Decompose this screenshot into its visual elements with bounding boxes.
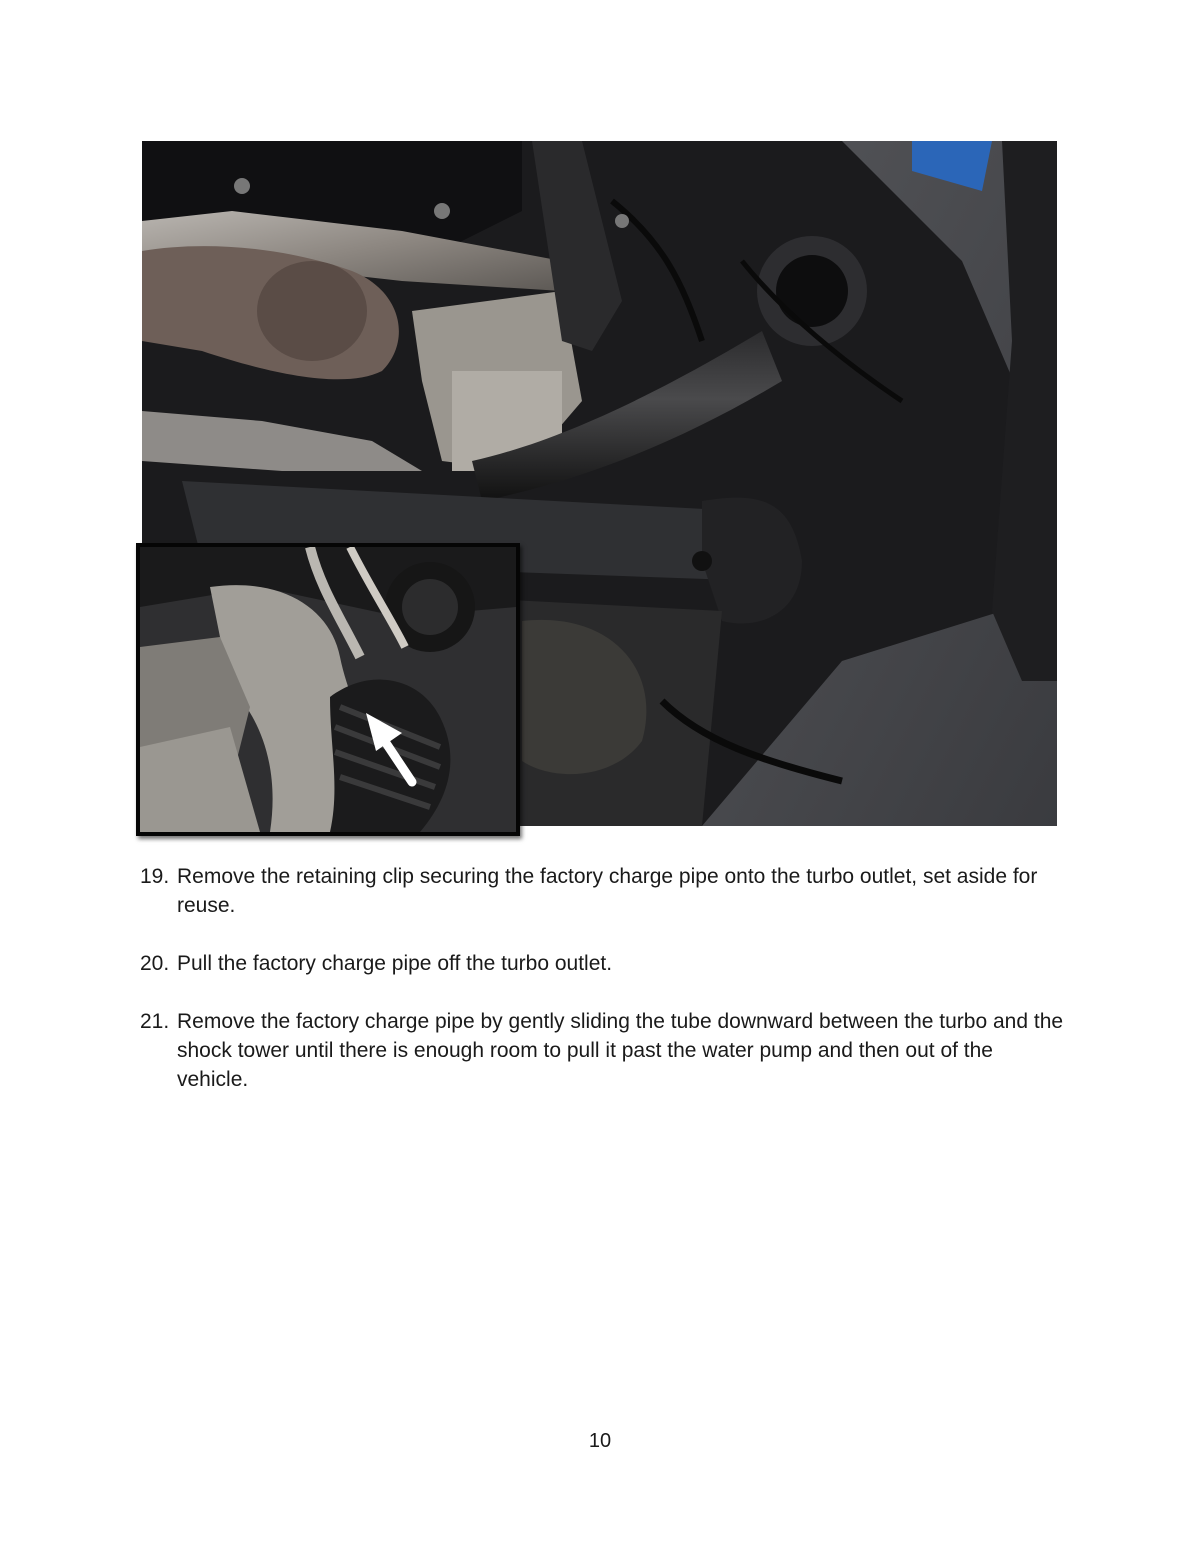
instruction-steps: [140, 862, 1070, 1123]
step-text: Remove the retaining clip securing the factory charge pipe onto the turbo outlet, set aside for reuse.: [177, 865, 1038, 917]
step-19: [140, 862, 1070, 920]
step-number: 19.: [140, 865, 170, 888]
turbo-outlet-closeup-photo: [136, 543, 520, 836]
step-20: [140, 949, 1070, 978]
step-21: [140, 1007, 1070, 1094]
step-number: 21.: [140, 1010, 170, 1033]
step-text: Remove the factory charge pipe by gently sliding the tube downward between the turbo and the shock tower until there is enough room to pull it past the water pump and then out of the vehicle.: [177, 1010, 1064, 1091]
step-number: 20.: [140, 952, 170, 975]
page-number: 10: [588, 1430, 612, 1452]
step-text: Pull the factory charge pipe off the turbo outlet.: [177, 952, 613, 975]
